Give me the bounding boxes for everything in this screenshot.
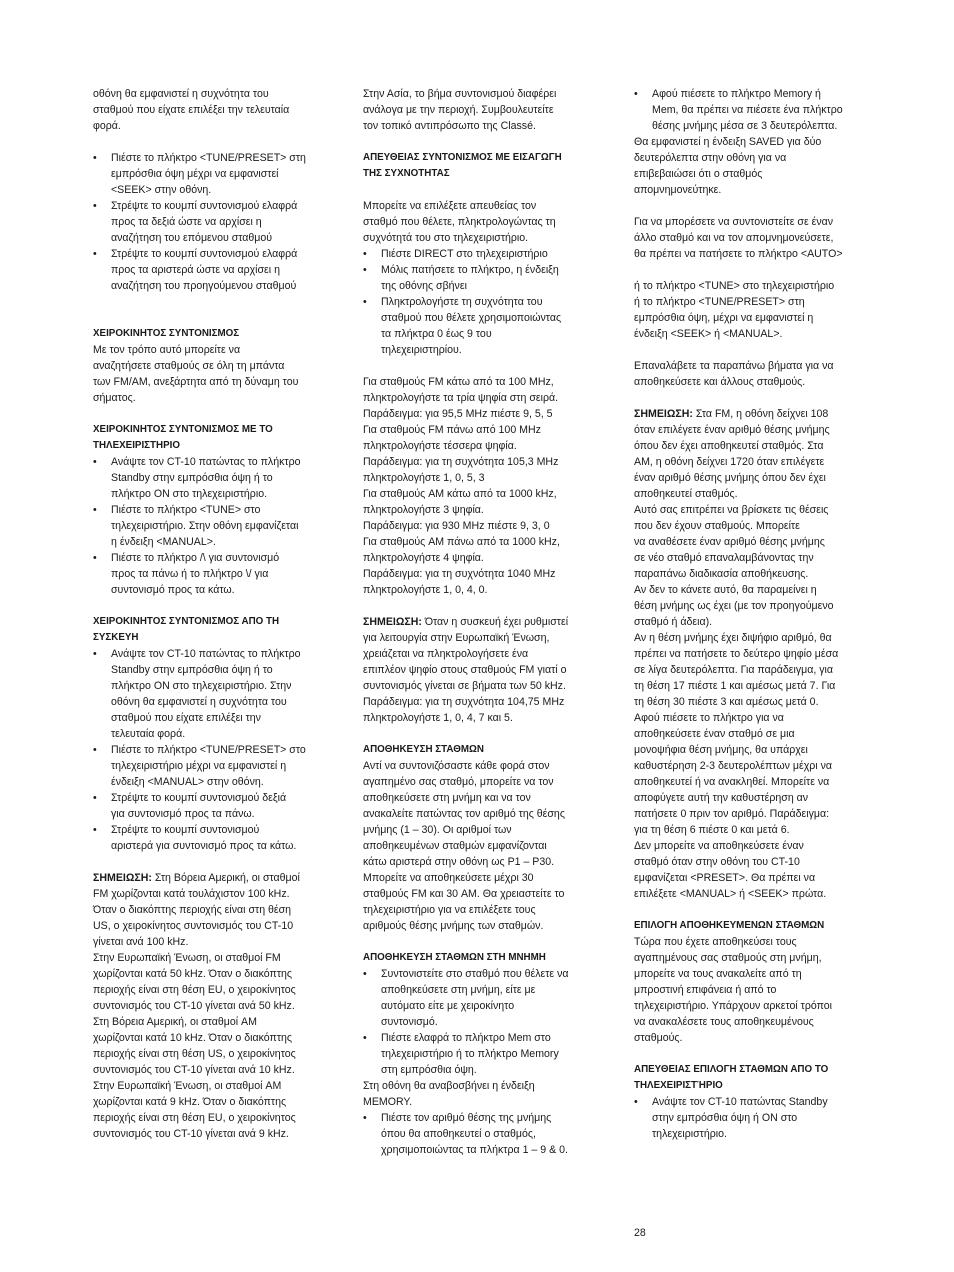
list-item: • Στρέψτε το κουμπί συντονισμού δεξιά για συντονισμό προς τα πάνω. — [93, 790, 349, 822]
column-1 — [93, 86, 349, 1142]
paragraph: Στη οθόνη θα αναβοσβήνει η ένδειξη MEMORY. — [363, 1080, 535, 1108]
section-heading: ΧΕΙΡΟΚΙΝΗΤΟΣ ΣΥΝΤΟΝΙΣΜΟΣ ΜΕ ΤΟ ΤΗΛΕΧΕΙΡΙΣΤΗΡΙΟ — [93, 424, 273, 451]
paragraph: ή το πλήκτρο <TUNE> στο τηλεχειριστήριο ή το πλήκτρο <TUNE/PRESET> στη εμπρόσθια όψη, μέχρι να εμφανιστεί η ένδειξη <SEEK> ή <MANUAL>. — [634, 280, 835, 340]
section-heading: ΑΠΕΥΘΕΙΑΣ ΣΥΝΤΟΝΙΣΜΟΣ ΜΕ ΕΙΣΑΓΩΓΗ ΤΗΣ ΣΥΧΝΟΤΗΤΑΣ — [363, 152, 562, 179]
paragraph: Για να μπορέσετε να συντονιστείτε σε έναν άλλο σταθμό και να τον απομνημονεύσετε, θα πρέπει να πατήσετε το πλήκτρο <AUTO> — [634, 216, 843, 260]
list-item: • Ανάψτε τον CT-10 πατώντας Standby στην εμπρόσθια όψη ή ON στο τηλεχειριστήριο. — [634, 1094, 890, 1142]
list-item: • Συντονιστείτε στο σταθμό που θέλετε να αποθηκεύσετε στη μνήμη, είτε με αυτόματο είτε με χειροκίνητο συντονισμό. — [363, 966, 619, 1030]
column-3 — [634, 86, 890, 1142]
device-bullet-list — [93, 646, 349, 854]
section-heading: ΑΠΟΘΗΚΕΥΣΗ ΣΤΑΘΜΩΝ — [363, 744, 484, 755]
column-2 — [363, 86, 619, 1158]
paragraph: Αντί να συντονιζόσαστε κάθε φορά στον αγαπημένο σας σταθμό, μπορείτε να τον αποθηκεύσετε στη μνήμη και να τον ανακαλείτε πατώντας τον αριθμό της θέσης μνήμης (1 – 30). Οι αριθμοί των αποθηκευμένων σταθμών εμφανίζονται κάτω αριστερά στην οθόνη ως P1 – P30. Μπορείτε να αποθηκεύσετε μέχρι 30 σταθμούς FM και 30 AM. Θα χρειαστείτε το τηλεχειριστήριο για να επιλέξετε τους αριθμούς θέσης μνήμης των σταθμών. — [363, 760, 565, 932]
section-heading: ΑΠΕΥΘΕΙΑΣ ΕΠΙΛΟΓΗ ΣΤΑΘΜΩΝ ΑΠΟ ΤΟ ΤΗΛΕΧΕΙΡΙΣΤΉΡΙΟ — [634, 1064, 829, 1091]
page-number: 28 — [634, 1227, 646, 1239]
section-heading: ΧΕΙΡΟΚΙΝΗΤΟΣ ΣΥΝΤΟΝΙΣΜΟΣ ΑΠΟ ΤΗ ΣΥΣΚΕΥΗ — [93, 616, 280, 643]
section-heading: ΑΠΟΘΗΚΕΥΣΗ ΣΤΑΘΜΩΝ ΣΤΗ ΜΝΗΜΗ — [363, 952, 546, 963]
note-text: Στα FM, η οθόνη δείχνει 108 όταν επιλέγετε έναν αριθμό θέσης μνήμης όπου δεν έχει αποθηκευτεί σταθμός. Στα AM, η οθόνη δείχνει 1720 όταν επιλέγετε έναν αριθμό θέσης μνήμης όπου δεν έχει αποθηκευτεί σταθμός. Αυτό σας επιτρέπει να βρίσκετε τις θέσεις που δεν έχουν σταθμούς. Μπορείτε να αναθέσετε έναν αριθμό θέσης μνήμης σε νέο σταθμό επαναλαμβάνοντας την παραπάνω διαδικασία αποθήκευσης. Αν δεν το κάνετε αυτό, θα παραμείνει η θέση μνήμης ως έχει (με τον προηγούμενο σταθμό ή άδεια). Αν η θέση μνήμης έχει διψήφιο αριθμό, θα πρέπει να πατήσετε το δεύτερο ψηφίο μέσα σε λίγα δευτερόλεπτα. Για παράδειγμα, για τη θέση 17 πιέστε 1 και αμέσως μετά 7. Για τη θέση 30 πιέστε 3 και αμέσως μετά 0. Αφού πιέσετε το πλήκτρο για να αποθηκεύσετε έναν σταθμό σε μια μονοψήφια θέση μνήμης, θα υπάρχει καθυστέρηση 2-3 δευτερολέπτων μέχρι να αποθηκευτεί ή να ανακληθεί. Μπορείτε να αποφύγετε αυτή την καθυστέρηση αν πατήσετε 0 πριν τον αριθμό. Παράδειγμα: για τη θέση 6 πιέστε 0 και μετά 6. Δεν μπορείτε να αποθηκεύσετε έναν σταθμό όταν στην οθόνη του CT-10 εμφανίζεται <PRESET>. Θα πρέπει να επιλέξετε <MANUAL> ή <SEEK> πρώτα. — [634, 408, 839, 900]
list-item: • Πιέστε DIRECT στο τηλεχειριστήριο — [363, 246, 619, 262]
list-item: • Πιέστε ελαφρά το πλήκτρο Mem στο τηλεχειριστήριο ή το πλήκτρο Memory στη εμπρόσθια όψη. — [363, 1030, 619, 1078]
remote-bullet-list — [93, 454, 349, 598]
examples-paragraph: Για σταθμούς FM κάτω από τα 100 MHz, πληκτρολογήστε τα τρία ψηφία στη σειρά. Παράδειγμα: για 95,5 MHz πιέστε 9, 5, 5 Για σταθμούς FM πάνω από 100 MHz πληκτρολογήστε τέσσερα ψηφία. Παράδειγμα: για τη συχνότητα 105,3 MHz πληκτρολογήστε 1, 0, 5, 3 Για σταθμούς AM κάτω από τα 1000 kHz, πληκτρολογήστε 3 ψηφία. Παράδειγμα: για 930 MHz πιέστε 9, 3, 0 Για σταθμούς AM πάνω από τα 1000 kHz, πληκτρολογήστε 4 ψηφία. Παράδειγμα: για τη συχνότητα 1040 MHz πληκτρολογήστε 1, 0, 4, 0. — [363, 376, 560, 596]
note-paragraph — [363, 614, 619, 726]
note-text: Στη Βόρεια Αμερική, οι σταθμοί FM χωρίζονται κατά τουλάχιστον 100 kHz. Όταν ο διακόπτης περιοχής είναι στη θέση US, ο χειροκίνητος συντονισμός του CT-10 γίνεται ανά 100 kHz. Στην Ευρωπαϊκή Ένωση, οι σταθμοί FM χωρίζονται κατά 50 kHz. Όταν ο διακόπτης περιοχής είναι στη θέση EU, ο χειροκίνητος συντονισμός του CT-10 γίνεται ανά 50 kHz. Στη Βόρεια Αμερική, οι σταθμοί AM χωρίζονται κατά 10 kHz. Όταν ο διακόπτης περιοχής είναι στη θέση US, ο χειροκίνητος συντονισμός του CT-10 γίνεται ανά 10 kHz. Στην Ευρωπαϊκή Ένωση, οι σταθμοί AM χωρίζονται κατά 9 kHz. Όταν ο διακόπτης περιοχής είναι στη θέση EU, ο χειροκίνητος συντονισμός του CT-10 γίνεται ανά 9 kHz. — [93, 872, 300, 1140]
list-item: • Στρέψτε το κουμπί συντονισμού ελαφρά προς τα δεξιά ώστε να αρχίσει η αναζήτηση του επόμενου σταθμού — [93, 198, 349, 246]
list-item: • Στρέψτε το κουμπί συντονισμού αριστερά για συντονισμό προς τα κάτω. — [93, 822, 349, 854]
paragraph: Τώρα που έχετε αποθηκεύσει τους αγαπημένους σας σταθμούς στη μνήμη, μπορείτε να τους ανακαλείτε από τη μπροστινή επιφάνεια ή από το τηλεχειριστήριο. Υπάρχουν αρκετοί τρόποι να ανακαλέσετε τους αποθηκευμένους σταθμούς. — [634, 936, 833, 1044]
memory-bullet-list — [363, 966, 619, 1078]
paragraph: Θα εμφανιστεί η ένδειξη SAVED για δύο δευτερόλεπτα στην οθόνη για να επιβεβαιώσει ότι ο σταθμός απομνημονεύτηκε. — [634, 136, 822, 196]
seek-bullet-list — [93, 150, 349, 294]
note-text: Όταν η συσκευή έχει ρυθμιστεί για λειτουργία στην Ευρωπαϊκή Ένωση, χρειάζεται να πληκτρολογήσετε ένα επιπλέον ψηφίο στους σταθμούς FM γιατί ο συντονισμός γίνεται σε βήματα των 50 kHz. Παράδειγμα: για τη συχνότητα 104,75 MHz πληκτρολογήστε 1, 0, 4, 7 και 5. — [363, 616, 569, 724]
paragraph: Επαναλάβετε τα παραπάνω βήματα για να αποθηκεύσετε και άλλους σταθμούς. — [634, 360, 834, 388]
section-heading: ΧΕΙΡΟΚΙΝΗΤΟΣ ΣΥΝΤΟΝΙΣΜΟΣ — [93, 328, 240, 339]
list-item: • Ανάψτε τον CT-10 πατώντας το πλήκτρο Standby στην εμπρόσθια όψη ή το πλήκτρο ON στο τηλεχειριστήριο. — [93, 454, 349, 502]
list-item: • Πληκτρολογήστε τη συχνότητα του σταθμού που θέλετε χρησιμοποιώντας τα πλήκτρα 0 έως 9 του τηλεχειριστηρίου. — [363, 294, 619, 358]
note-label: ΣΗΜΕΙΩΣΗ: — [363, 616, 422, 628]
list-item: • Στρέψτε το κουμπί συντονισμού ελαφρά προς τα αριστερά ώστε να αρχίσει η αναζήτηση του προηγούμενου σταθμού — [93, 246, 349, 294]
direct-recall-bullet-list — [634, 1094, 890, 1142]
paragraph: Με τον τρόπο αυτό μπορείτε να αναζητήσετε σταθμούς σε όλη τη μπάντα των FM/AM, ανεξάρτητα από τη δύναμη του σήματος. — [93, 344, 299, 404]
list-item: • Πιέστε το πλήκτρο <TUNE/PRESET> στη εμπρόσθια όψη μέχρι να εμφανιστεί <SEEK> στην οθόνη. — [93, 150, 349, 198]
note-paragraph — [93, 870, 349, 1142]
direct-bullet-list — [363, 246, 619, 358]
note-paragraph — [634, 406, 890, 902]
note-label: ΣΗΜΕΙΩΣΗ: — [93, 872, 152, 884]
paragraph: Μπορείτε να επιλέξετε απευθείας τον σταθμό που θέλετε, πληκτρολογώντας τη συχνότητά του στο τηλεχειριστήριο. — [363, 200, 556, 244]
intro-paragraph: Στην Ασία, το βήμα συντονισμού διαφέρει ανάλογα με την περιοχή. Συμβουλευτείτε τον τοπικό αντιπρόσωπο της Classé. — [363, 88, 557, 132]
list-item: • Πιέστε το πλήκτρο <TUNE/PRESET> στο τηλεχειριστήριο μέχρι να εμφανιστεί η ένδειξη <MANUAL> στην οθόνη. — [93, 742, 349, 790]
list-item: • Πιέστε τον αριθμό θέσης της μνήμης όπου θα αποθηκευτεί ο σταθμός, χρησιμοποιώντας τα πλήκτρα 1 – 9 & 0. — [363, 1110, 619, 1158]
section-heading: ΕΠΙΛΟΓΗ ΑΠΟΘΗΚΕΥΜΕΝΩΝ ΣΤΑΘΜΩΝ — [634, 920, 825, 931]
note-label: ΣΗΜΕΙΩΣΗ: — [634, 408, 693, 420]
intro-paragraph: οθόνη θα εμφανιστεί η συχνότητα του σταθμού που είχατε επιλέξει την τελευταία φορά. — [93, 88, 290, 132]
list-item: • Μόλις πατήσετε το πλήκτρο, η ένδειξη της οθόνης σβήνει — [363, 262, 619, 294]
list-item: • Πιέστε το πλήκτρο /\ για συντονισμό προς τα πάνω ή το πλήκτρο \/ για συντονισμό προς τα κάτω. — [93, 550, 349, 598]
list-item: • Πιέστε το πλήκτρο <TUNE> στο τηλεχειριστήριο. Στην οθόνη εμφανίζεται η ένδειξη <MANUAL>. — [93, 502, 349, 550]
list-item: • Αφού πιέσετε το πλήκτρο Memory ή Mem, θα πρέπει να πιέσετε ένα πλήκτρο θέσης μνήμης μέσα σε 3 δευτερόλεπτα. — [634, 86, 890, 134]
list-item: • Ανάψτε τον CT-10 πατώντας το πλήκτρο Standby στην εμπρόσθια όψη ή το πλήκτρο ON στο τηλεχειριστήριο. Στην οθόνη θα εμφανιστεί η συχνότητα του σταθμού που είχατε επιλέξει την τελευταία φορά. — [93, 646, 349, 742]
memory-bullet-list-3 — [634, 86, 890, 134]
memory-bullet-list-2 — [363, 1110, 619, 1158]
